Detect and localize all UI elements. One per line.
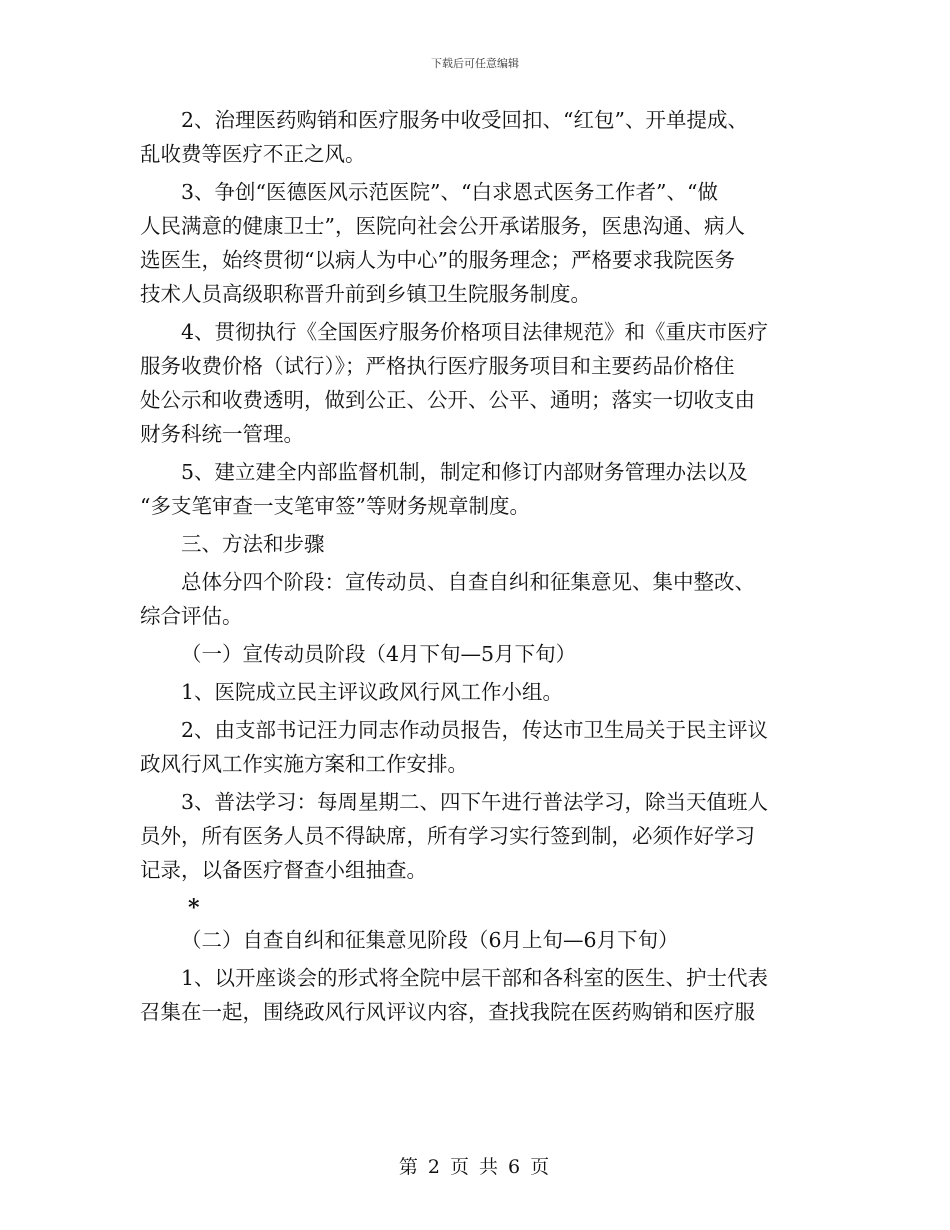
paragraph	[140, 675, 810, 709]
text-line: 3、争创“医德医风示范医院”、“白求恩式医务工作者”、“做	[181, 180, 718, 204]
text-line: 3、普法学习：每周星期二、四下午进行普法学习，除当天值班人	[181, 790, 769, 814]
text-line: 记录，以备医疗督查小组抽查。	[140, 858, 427, 882]
text-line: 综合评估。	[140, 604, 243, 628]
page-footer: 第 2 页 共 6 页	[398, 1156, 552, 1178]
paragraph	[140, 315, 810, 451]
paragraph	[140, 713, 810, 781]
text-line: 4、贯彻执行《全国医疗服务价格项目法律规范》和《重庆市医疗	[181, 320, 769, 344]
subsection-heading	[140, 637, 810, 671]
text-line: 召集在一起，围绕政风行风评议内容，查找我院在医药购销和医疗服	[140, 1000, 755, 1024]
paragraph	[140, 565, 810, 633]
subsection-heading	[140, 923, 810, 957]
paragraph	[140, 103, 810, 171]
text-line: 1、医院成立民主评议政风行风工作小组。	[181, 680, 564, 704]
asterisk-mark: *	[188, 895, 200, 921]
text-line: 员外，所有医务人员不得缺席，所有学习实行签到制，必须作好学习	[140, 824, 755, 848]
text-line: 处公示和收费透明，做到公正、公开、公平、通明；落实一切收支由	[140, 388, 755, 412]
page-header: 下载后可任意编辑	[431, 57, 519, 70]
text-line: 5、建立建全内部监督机制，制定和修订内部财务管理办法以及	[181, 460, 748, 484]
paragraph	[140, 785, 810, 887]
section-heading	[140, 527, 810, 561]
paragraph	[140, 175, 810, 311]
paragraph	[140, 455, 810, 523]
text-line: 2、治理医药购销和医疗服务中收受回扣、“红包”、开单提成、	[181, 108, 749, 132]
text-line: （一）宣传动员阶段（4月下旬—5月下旬）	[181, 642, 577, 666]
text-line: 2、由支部书记汪力同志作动员报告，传达市卫生局关于民主评议	[181, 718, 769, 742]
text-line: 选医生，始终贯彻“以病人为中心”的服务理念；严格要求我院医务	[140, 248, 735, 272]
text-line: 政风行风工作实施方案和工作安排。	[140, 752, 468, 776]
document-body	[140, 103, 810, 1033]
text-line: 技术人员高级职称晋升前到乡镇卫生院服务制度。	[140, 282, 591, 306]
text-line: 人民满意的健康卫士”，医院向社会公开承诺服务，医患沟通、病人	[140, 214, 745, 238]
text-line: 总体分四个阶段：宣传动员、自查自纠和征集意见、集中整改、	[181, 570, 755, 594]
text-line: 乱收费等医疗不正之风。	[140, 142, 366, 166]
text-line: 财务科统一管理。	[140, 422, 304, 446]
text-line: 服务收费价格（试行）》；严格执行医疗服务项目和主要药品价格住	[140, 354, 735, 378]
text-line: 三、方法和步骤	[181, 532, 325, 556]
text-line: 1、以开座谈会的形式将全院中层干部和各科室的医生、护士代表	[181, 966, 769, 990]
text-line: （二）自查自纠和征集意见阶段（6月上旬—6月下旬）	[181, 928, 679, 952]
paragraph	[140, 961, 810, 1029]
text-line: “多支笔审查一支笔审签”等财务规章制度。	[140, 494, 530, 518]
